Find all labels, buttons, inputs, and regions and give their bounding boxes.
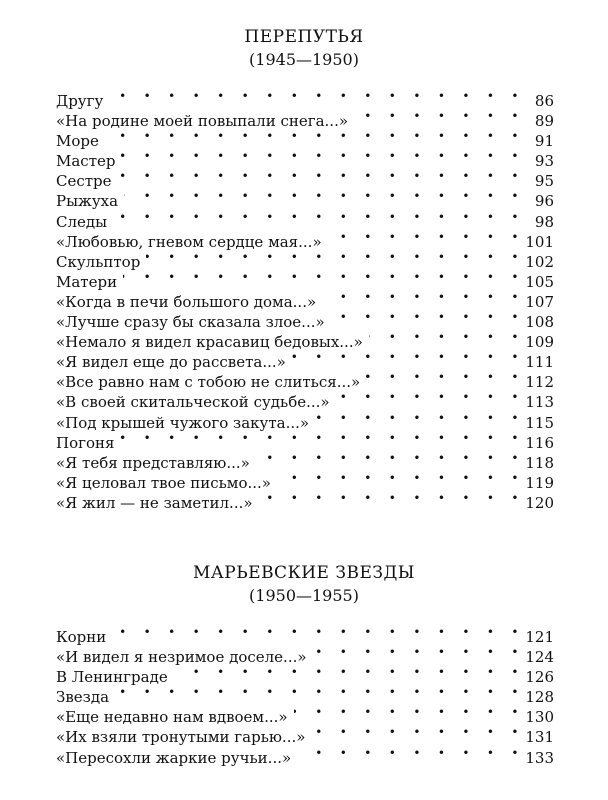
page-number: 128 bbox=[525, 688, 554, 707]
page-number: 89 bbox=[534, 112, 554, 131]
toc-entry bbox=[56, 106, 554, 131]
dot-leader bbox=[115, 682, 520, 702]
dot-leader bbox=[120, 428, 520, 448]
toc-entry bbox=[56, 146, 554, 171]
toc-entry bbox=[56, 682, 554, 707]
entry-title: «Пересохли жаркие ручьи...» bbox=[56, 748, 292, 767]
page-number: 133 bbox=[525, 748, 554, 767]
page-number: 120 bbox=[525, 493, 554, 512]
entry-title: Сестре bbox=[56, 172, 112, 191]
page-number: 112 bbox=[525, 373, 554, 392]
toc-entry bbox=[56, 287, 554, 311]
toc-entry bbox=[56, 622, 554, 646]
dot-leader bbox=[121, 146, 520, 166]
page-number: 131 bbox=[525, 728, 554, 747]
dot-leader bbox=[322, 287, 520, 307]
dot-leader bbox=[366, 367, 520, 387]
entry-title: «Я видел еще до рассвета...» bbox=[56, 353, 286, 372]
dot-leader bbox=[297, 743, 520, 763]
toc-entry bbox=[56, 166, 554, 191]
page-number: 109 bbox=[525, 333, 554, 352]
dot-leader bbox=[174, 662, 520, 682]
entry-title: «На родине моей повыпали снега...» bbox=[56, 112, 349, 131]
dot-leader bbox=[354, 106, 520, 126]
entry-title: «Лучше сразу бы сказала злое...» bbox=[56, 313, 325, 332]
entry-title: «И видел я незримое доселе...» bbox=[56, 648, 307, 667]
section-title: МАРЬЕВСКИЕ ЗВЕЗДЫ bbox=[192, 563, 415, 583]
dot-leader bbox=[146, 247, 520, 267]
toc-entry bbox=[56, 227, 554, 251]
entry-title: Рыжуха bbox=[56, 192, 119, 211]
page-number: 118 bbox=[525, 453, 554, 472]
dot-leader bbox=[113, 207, 520, 227]
entry-title: «Под крышей чужого закута...» bbox=[56, 413, 310, 432]
entry-title: «Немало я видел красавиц бедовых...» bbox=[56, 333, 363, 352]
toc-entry bbox=[56, 207, 554, 231]
dot-leader bbox=[118, 166, 520, 186]
page-number: 91 bbox=[534, 132, 554, 151]
entry-title: Скульптор bbox=[56, 252, 141, 271]
toc-entry bbox=[56, 186, 554, 211]
entry-title: Матери bbox=[56, 272, 118, 291]
page-number: 116 bbox=[525, 433, 554, 452]
dot-leader bbox=[292, 347, 520, 367]
dot-leader bbox=[294, 702, 520, 722]
entry-title: Погоня bbox=[56, 433, 115, 452]
toc-entry bbox=[56, 126, 554, 151]
toc-entry bbox=[56, 428, 554, 452]
entry-title: Море bbox=[56, 132, 99, 151]
dot-leader bbox=[331, 307, 520, 327]
page-number: 108 bbox=[525, 313, 554, 332]
dot-leader bbox=[256, 448, 520, 468]
dot-leader bbox=[328, 227, 520, 247]
entry-title: «Когда в печи большого дома...» bbox=[56, 292, 317, 311]
entry-title: «Все равно нам с тобою не слиться...» bbox=[56, 373, 361, 392]
page-number: 130 bbox=[525, 708, 554, 727]
dot-leader bbox=[112, 622, 520, 642]
dot-leader bbox=[123, 267, 520, 287]
entry-title: «Я тебя представляю...» bbox=[56, 453, 250, 472]
entry-title: В Ленинграде bbox=[56, 668, 168, 687]
page-number: 101 bbox=[525, 232, 554, 251]
toc-entry bbox=[56, 642, 554, 667]
page-number: 93 bbox=[534, 152, 554, 171]
dot-leader bbox=[124, 186, 520, 206]
toc-entry bbox=[56, 702, 554, 727]
dot-leader bbox=[336, 387, 520, 407]
page-number: 105 bbox=[525, 272, 554, 291]
page-number: 98 bbox=[534, 212, 554, 231]
entry-title: «Любовью, гневом сердце мая...» bbox=[56, 232, 322, 251]
page-number: 121 bbox=[525, 628, 554, 646]
entry-title: «Я целовал твое письмо...» bbox=[56, 473, 271, 492]
page-number: 113 bbox=[525, 393, 554, 412]
entry-title: «Их взяли тронутыми гарью...» bbox=[56, 728, 306, 747]
toc-entry bbox=[56, 448, 554, 472]
page-number: 124 bbox=[525, 648, 554, 667]
dot-leader bbox=[311, 722, 520, 742]
dot-leader bbox=[277, 468, 520, 488]
section-marevskie-zvezdy bbox=[0, 562, 608, 606]
page-number: 126 bbox=[525, 668, 554, 687]
page-number: 115 bbox=[525, 413, 554, 432]
dot-leader bbox=[105, 126, 520, 146]
toc-list-marevskie-zvezdy bbox=[56, 622, 554, 767]
page-number: 86 bbox=[534, 92, 554, 110]
page-number: 119 bbox=[525, 473, 554, 492]
entry-title: «Я жил — не заметил...» bbox=[56, 493, 253, 512]
entry-title: Звезда bbox=[56, 688, 110, 707]
page-number: 96 bbox=[534, 192, 554, 211]
dot-leader bbox=[315, 408, 520, 428]
toc-entry bbox=[56, 86, 554, 110]
entry-title: Мастер bbox=[56, 152, 116, 171]
dot-leader bbox=[313, 642, 520, 662]
page-number: 107 bbox=[525, 292, 554, 311]
entry-title: Другу bbox=[56, 92, 104, 110]
entry-title: Корни bbox=[56, 628, 107, 646]
entry-title: «В своей скитальческой судьбе...» bbox=[56, 393, 330, 412]
section-years: (1950—1955) bbox=[249, 586, 359, 605]
dot-leader bbox=[369, 327, 520, 347]
toc-list-perepytya bbox=[56, 86, 554, 512]
toc-entry bbox=[56, 267, 554, 291]
page-number: 95 bbox=[534, 172, 554, 191]
entry-title: «Еще недавно нам вдвоем...» bbox=[56, 708, 288, 727]
entry-title: Следы bbox=[56, 212, 108, 231]
section-perepytya bbox=[0, 26, 608, 70]
page-number: 111 bbox=[525, 353, 554, 372]
section-years: (1945—1950) bbox=[249, 50, 359, 69]
dot-leader bbox=[259, 488, 520, 508]
section-title: ПЕРЕПУТЬЯ bbox=[244, 27, 364, 47]
page-number: 102 bbox=[525, 252, 554, 271]
dot-leader bbox=[109, 86, 520, 106]
